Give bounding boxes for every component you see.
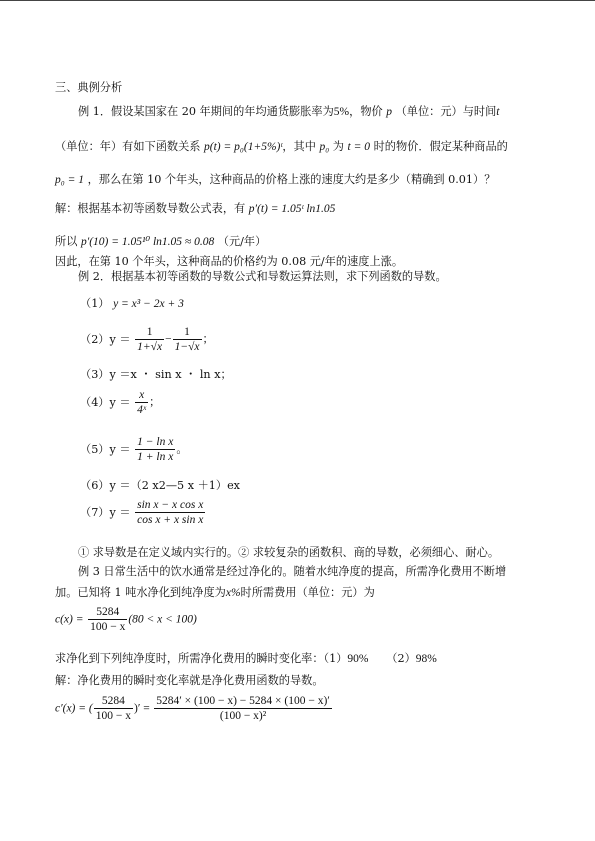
ex3-line1: 例 3 日常生活中的饮水通常是经过净化的。随着水纯净度的提高，所需净化费用不断增 [78, 565, 507, 578]
ex1-line3: p₀ = 1 ，那么在第 10 个年头，这种商品的价格上涨的速度大约是多少（精确到 0.01）？ [55, 173, 496, 186]
cost-function: c(x) = $\frac{5284}{100 - x}$ (80 < x < 100) [55, 606, 197, 633]
fraction: $\frac{1}{1-√x}$ [174, 326, 200, 353]
fraction: $\frac{5284' \times (100 - x) - 5284 \times (100 - x)'}{\text{(100 − x)²}}$ [156, 695, 330, 722]
fraction: $\frac{x}{\text{4ˣ}}$ [137, 389, 147, 416]
fraction: $\frac{5284}{100 - x}$ [95, 695, 131, 722]
ex3-question: 求净化到下列纯净度时，所需净化费用的瞬时变化率：（1）90% （2）98% [55, 652, 437, 665]
ex2-item-5: （5）y ＝ $\frac{\text{1 − ln x}}{\text{1 + ln x}}$ 。 [80, 436, 188, 463]
ex1-conclusion: 因此，在第 10 个年头，这种商品的价格约为 0.08 元/年的速度上涨。 [55, 255, 404, 268]
note: ① 求导数是在定义域内实行的。② 求较复杂的函数积、商的导数，必须细心、耐心。 [78, 546, 500, 559]
inflation-rate: 5% [333, 106, 350, 118]
ex1-result: 所以 p′(10) = 1.05¹⁰ ln1.05 ≈ 0.08 （元/年） [55, 235, 267, 248]
ex2-item-7: （7）y ＝ $\frac{\text{sin x − x cos x}}{\text{cos x + x sin x}}$ [80, 499, 204, 526]
fraction: $\frac{\text{1 − ln x}}{\text{1 + ln x}}$ [137, 436, 174, 463]
ex2-item-1: （1） y = x³ − 2x + 3 [80, 297, 184, 310]
ex2-intro: 例 2．根据基本初等函数的导数公式和导数运算法则，求下列函数的导数。 [78, 270, 447, 283]
ex2-item-6: （6）y ＝（2 x2—5 x ＋1）ex [80, 479, 240, 492]
top-rule [0, 0, 595, 1]
ex3-solution: 解：净化费用的瞬时变化率就是净化费用函数的导数。 [55, 674, 324, 687]
ex1-solution: 解：根据基本初等函数导数公式表，有 p′(t) = 1.05ᵗ ln1.05 [55, 202, 336, 215]
ex1-line2: （单位：年）有如下函数关系 p(t) = p₀(1+5%)ᵗ，其中 p₀ 为 t = 0 时的物价．假定某种商品的 [55, 140, 508, 153]
ex3-line2: 加。已知将 1 吨水净化到纯净度为x%时所需费用（单位：元）为 [55, 586, 375, 599]
price-formula: p(t) = p₀(1+5%)ᵗ [204, 141, 283, 153]
fraction: $\frac{1}{1+√x}$ [137, 326, 163, 353]
derivative-formula: c′(x) = ( $\frac{5284}{100 - x}$ )′ = $\frac{5284' \times (100 - x) - 5284 \times (100 - x)'}{\text{(100 − x)²}}$ [55, 695, 330, 722]
ex2-item-4: （4）y ＝ $\frac{x}{\text{4ˣ}}$ ； [80, 389, 161, 416]
fraction: $\frac{5284}{100 - x}$ [90, 606, 126, 633]
section-title: 三、典例分析 [55, 81, 123, 94]
ex2-item-2: （2）y ＝ $\frac{1}{1+√x}$ − $\frac{1}{1-√x}$ ； [80, 326, 214, 353]
ex1-line1: 例 1．假设某国家在 20 年期间的年均通货膨胀率为5%，物价 p （单位：元）与时间t [78, 105, 500, 118]
ex2-item-3: （3）y ＝x ・ sin x ・ ln x； [80, 368, 232, 381]
fraction: $\frac{\text{sin x − x cos x}}{\text{cos x + x sin x}}$ [137, 499, 204, 526]
